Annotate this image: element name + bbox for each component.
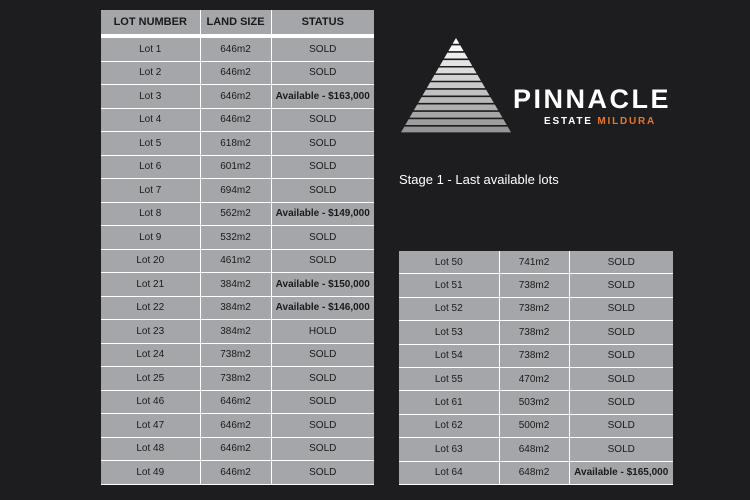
status-cell: SOLD bbox=[271, 461, 374, 485]
status-cell: SOLD bbox=[271, 38, 374, 62]
pyramid-stripe bbox=[418, 97, 494, 103]
lot-number-cell: Lot 25 bbox=[101, 367, 200, 391]
land-size-cell: 384m2 bbox=[200, 273, 271, 297]
status-cell: SOLD bbox=[569, 391, 673, 414]
status-cell: SOLD bbox=[271, 343, 374, 367]
lot-number-cell: Lot 2 bbox=[101, 61, 200, 85]
lot-number-cell: Lot 3 bbox=[101, 85, 200, 109]
table-row bbox=[101, 296, 374, 320]
lot-number-cell: Lot 22 bbox=[101, 296, 200, 320]
pyramid-stripe bbox=[401, 127, 511, 133]
table-header-row bbox=[101, 10, 374, 34]
status-cell: Available - $163,000 bbox=[271, 85, 374, 109]
land-size-cell: 738m2 bbox=[499, 344, 569, 367]
land-size-cell: 500m2 bbox=[499, 414, 569, 437]
lot-number-cell: Lot 20 bbox=[101, 249, 200, 273]
status-cell: HOLD bbox=[271, 320, 374, 344]
land-size-cell: 601m2 bbox=[200, 155, 271, 179]
pyramid-stripe bbox=[448, 45, 463, 51]
status-cell: SOLD bbox=[569, 367, 673, 390]
land-size-cell: 738m2 bbox=[499, 274, 569, 297]
land-size-cell: 503m2 bbox=[499, 391, 569, 414]
table-row bbox=[101, 461, 374, 485]
table-row bbox=[399, 461, 673, 484]
land-size-cell: 648m2 bbox=[499, 461, 569, 484]
lot-number-cell: Lot 6 bbox=[101, 155, 200, 179]
land-size-cell: 470m2 bbox=[499, 367, 569, 390]
lot-number-cell: Lot 7 bbox=[101, 179, 200, 203]
status-cell: Available - $165,000 bbox=[569, 461, 673, 484]
pyramid-stripe bbox=[410, 112, 503, 118]
lot-number-cell: Lot 49 bbox=[101, 461, 200, 485]
table-row bbox=[399, 438, 673, 461]
status-cell: SOLD bbox=[569, 297, 673, 320]
table-row bbox=[101, 38, 374, 62]
lot-number-cell: Lot 61 bbox=[399, 391, 499, 414]
land-size-cell: 646m2 bbox=[200, 414, 271, 438]
pyramid-stripe bbox=[444, 53, 468, 59]
table-row bbox=[399, 367, 673, 390]
lot-number-cell: Lot 63 bbox=[399, 438, 499, 461]
table-row bbox=[101, 273, 374, 297]
land-size-cell: 646m2 bbox=[200, 38, 271, 62]
lot-number-cell: Lot 23 bbox=[101, 320, 200, 344]
status-cell: SOLD bbox=[271, 179, 374, 203]
table-row bbox=[101, 132, 374, 156]
pyramid-stripe bbox=[440, 60, 473, 66]
status-cell: SOLD bbox=[271, 108, 374, 132]
table-row bbox=[399, 344, 673, 367]
lot-number-cell: Lot 1 bbox=[101, 38, 200, 62]
status-cell: SOLD bbox=[271, 249, 374, 273]
brand-subtitle bbox=[544, 116, 656, 127]
land-size-cell: 738m2 bbox=[499, 297, 569, 320]
lot-number-cell: Lot 9 bbox=[101, 226, 200, 250]
pyramid-stripe bbox=[405, 119, 507, 125]
table-row bbox=[399, 321, 673, 344]
table-row bbox=[101, 249, 374, 273]
status-cell: Available - $149,000 bbox=[271, 202, 374, 226]
lot-number-header: LOT NUMBER bbox=[101, 10, 200, 34]
land-size-header: LAND SIZE bbox=[200, 10, 271, 34]
lot-number-cell: Lot 47 bbox=[101, 414, 200, 438]
land-size-cell: 738m2 bbox=[499, 321, 569, 344]
lot-number-cell: Lot 62 bbox=[399, 414, 499, 437]
table-row bbox=[101, 367, 374, 391]
lot-number-cell: Lot 55 bbox=[399, 367, 499, 390]
land-size-cell: 646m2 bbox=[200, 437, 271, 461]
table-row bbox=[101, 202, 374, 226]
land-size-cell: 646m2 bbox=[200, 85, 271, 109]
land-size-cell: 741m2 bbox=[499, 251, 569, 274]
land-size-cell: 532m2 bbox=[200, 226, 271, 250]
lot-number-cell: Lot 21 bbox=[101, 273, 200, 297]
lot-number-cell: Lot 54 bbox=[399, 344, 499, 367]
land-size-cell: 694m2 bbox=[200, 179, 271, 203]
land-size-cell: 648m2 bbox=[499, 438, 569, 461]
table-row bbox=[101, 320, 374, 344]
lot-number-cell: Lot 5 bbox=[101, 132, 200, 156]
brand-name: PINNACLE bbox=[513, 84, 672, 114]
status-cell: SOLD bbox=[271, 132, 374, 156]
status-cell: SOLD bbox=[569, 414, 673, 437]
status-cell: SOLD bbox=[569, 344, 673, 367]
status-cell: SOLD bbox=[271, 155, 374, 179]
lot-number-cell: Lot 48 bbox=[101, 437, 200, 461]
land-size-cell: 618m2 bbox=[200, 132, 271, 156]
table-row bbox=[101, 155, 374, 179]
land-size-cell: 646m2 bbox=[200, 108, 271, 132]
table-row bbox=[399, 251, 673, 274]
lot-number-cell: Lot 51 bbox=[399, 274, 499, 297]
pyramid-stripe bbox=[431, 75, 481, 81]
table-row bbox=[101, 414, 374, 438]
lot-number-cell: Lot 8 bbox=[101, 202, 200, 226]
table-row bbox=[399, 391, 673, 414]
lot-number-cell: Lot 46 bbox=[101, 390, 200, 414]
status-cell: SOLD bbox=[271, 61, 374, 85]
status-cell: SOLD bbox=[569, 251, 673, 274]
land-size-cell: 738m2 bbox=[200, 367, 271, 391]
status-cell: Available - $146,000 bbox=[271, 296, 374, 320]
status-header: STATUS bbox=[271, 10, 374, 34]
table-row bbox=[399, 274, 673, 297]
land-size-cell: 461m2 bbox=[200, 249, 271, 273]
status-cell: SOLD bbox=[271, 226, 374, 250]
land-size-cell: 738m2 bbox=[200, 343, 271, 367]
pyramid-stripe bbox=[422, 90, 489, 96]
lot-number-cell: Lot 52 bbox=[399, 297, 499, 320]
lot-number-cell: Lot 53 bbox=[399, 321, 499, 344]
table-row bbox=[101, 226, 374, 250]
brand-subtitle-estate: ESTATE bbox=[544, 116, 593, 127]
table-row bbox=[399, 414, 673, 437]
status-cell: SOLD bbox=[271, 367, 374, 391]
table-row bbox=[101, 85, 374, 109]
lot-number-cell: Lot 50 bbox=[399, 251, 499, 274]
pyramid-stripe bbox=[414, 104, 498, 110]
status-cell: SOLD bbox=[271, 437, 374, 461]
pyramid-stripe bbox=[435, 68, 476, 74]
table-row bbox=[101, 390, 374, 414]
table-row bbox=[101, 179, 374, 203]
table-row bbox=[101, 61, 374, 85]
lot-table-right bbox=[399, 251, 673, 485]
status-cell: SOLD bbox=[569, 321, 673, 344]
lot-number-cell: Lot 4 bbox=[101, 108, 200, 132]
status-cell: SOLD bbox=[271, 414, 374, 438]
table-row bbox=[101, 437, 374, 461]
pyramid-stripe bbox=[453, 38, 460, 44]
table-row bbox=[399, 297, 673, 320]
stage-caption: Stage 1 - Last available lots bbox=[399, 172, 559, 187]
table-row bbox=[101, 108, 374, 132]
status-cell: Available - $150,000 bbox=[271, 273, 374, 297]
status-cell: SOLD bbox=[569, 438, 673, 461]
lot-table-left bbox=[101, 10, 374, 485]
status-cell: SOLD bbox=[271, 390, 374, 414]
pyramid-stripe bbox=[427, 82, 485, 88]
table-row bbox=[101, 343, 374, 367]
land-size-cell: 646m2 bbox=[200, 461, 271, 485]
land-size-cell: 646m2 bbox=[200, 390, 271, 414]
land-size-cell: 646m2 bbox=[200, 61, 271, 85]
land-size-cell: 384m2 bbox=[200, 320, 271, 344]
lot-number-cell: Lot 64 bbox=[399, 461, 499, 484]
land-size-cell: 562m2 bbox=[200, 202, 271, 226]
brand-subtitle-location: MILDURA bbox=[597, 116, 657, 127]
status-cell: SOLD bbox=[569, 274, 673, 297]
lot-number-cell: Lot 24 bbox=[101, 343, 200, 367]
land-size-cell: 384m2 bbox=[200, 296, 271, 320]
